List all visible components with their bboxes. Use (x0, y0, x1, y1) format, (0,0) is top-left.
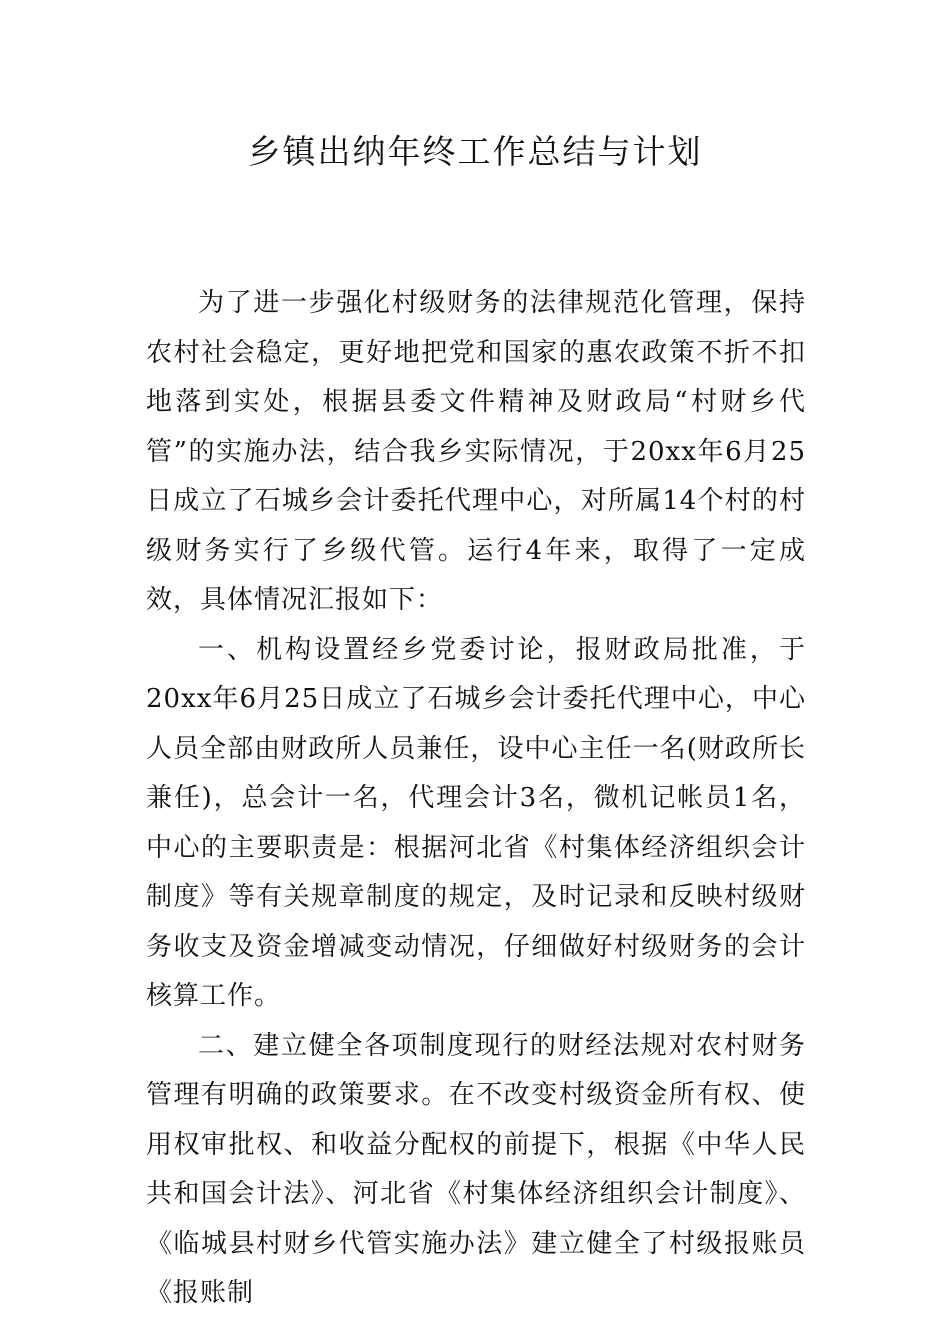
paragraph-section-1: 一、机构设置经乡党委讨论，报财政局批准，于20xx年6月25日成立了石城乡会计委托代理中心，中心人员全部由财政所人员兼任，设中心主任一名(财政所长兼任)，总会计一名，代理会计3名，微机记帐员1名，中心的主要职责是：根据河北省《村集体经济组织会计制度》等有关规章制度的规定，及时记录和反映村级财务收支及资金增减变动情况，仔细做好村级财务的会计核算工作。 (146, 634, 806, 1011)
document-body (146, 279, 806, 1319)
paragraph-section-2: 二、建立健全各项制度现行的财经法规对农村财务管理有明确的政策要求。在不改变村级资金所有权、使用权审批权、和收益分配权的前提下，根据《中华人民共和国会计法》、河北省《村集体经济组织会计制度》、《临城县村财乡代管实施办法》建立健全了村级报账员《报账制 (146, 1030, 806, 1308)
document-title: 乡镇出纳年终工作总结与计划 (247, 132, 703, 171)
paragraph-intro: 为了进一步强化村级财务的法律规范化管理，保持农村社会稳定，更好地把党和国家的惠农政策不折不扣地落到实处，根据县委文件精神及财政局“村财乡代管”的实施办法，结合我乡实际情况，于20xx年6月25日成立了石城乡会计委托代理中心，对所属14个村的村级财务实行了乡级代管。运行4年来，取得了一定成效，具体情况汇报如下： (146, 288, 806, 615)
